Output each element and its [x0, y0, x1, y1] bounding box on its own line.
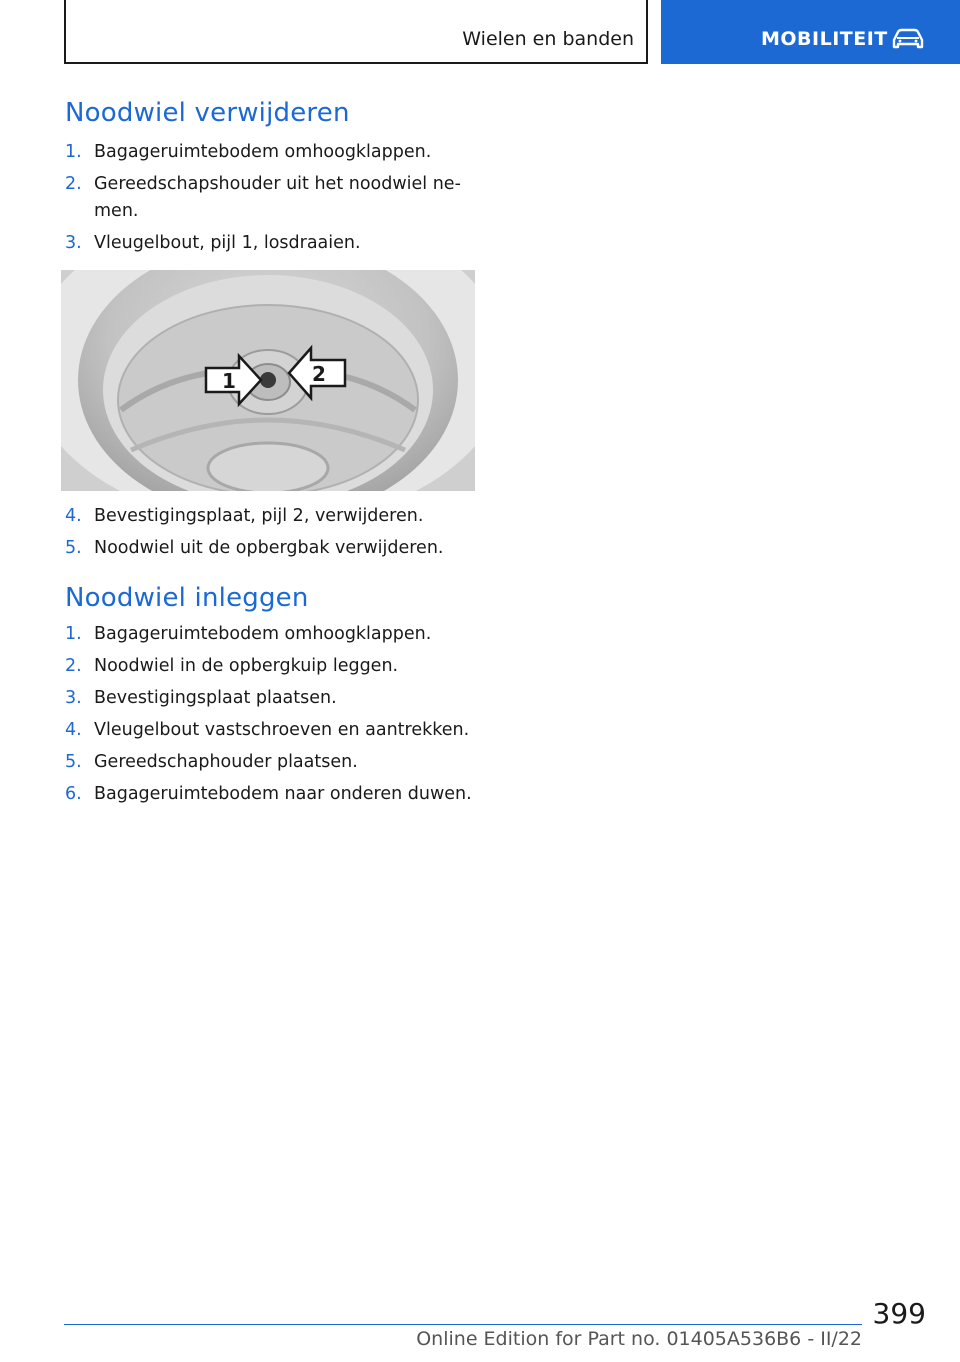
- list-item: [65, 230, 485, 257]
- list-item: [65, 621, 485, 648]
- step-number: 3.: [65, 233, 82, 253]
- step-number: 3.: [65, 688, 82, 708]
- page-number: 399: [872, 1297, 926, 1330]
- remove-steps-list-a: [65, 139, 485, 262]
- step-text: Bagageruimtebodem omhoogklappen.: [94, 142, 432, 162]
- header-section-box: [64, 0, 648, 64]
- footer-edition-text: Online Edition for Part no. 01405A536B6 - II/22: [416, 1328, 862, 1350]
- insert-steps-list: [65, 621, 485, 813]
- header-chapter-tab[interactable]: [661, 0, 960, 64]
- list-item: [65, 171, 485, 225]
- step-text: Bagageruimtebodem omhoogklappen.: [94, 624, 432, 644]
- list-item: [65, 653, 485, 680]
- step-number: 2.: [65, 174, 82, 194]
- step-text: Bevestigingsplaat plaatsen.: [94, 688, 337, 708]
- step-text: Noodwiel uit de opbergbak verwijderen.: [94, 538, 444, 558]
- list-item: [65, 685, 485, 712]
- list-item: [65, 781, 485, 808]
- list-item: [65, 139, 485, 166]
- header-section-title: Wielen en banden: [462, 28, 634, 50]
- step-text: Vleugelbout vastschroeven en aantrekken.: [94, 720, 470, 740]
- step-number: 1.: [65, 142, 82, 162]
- list-item: [65, 717, 485, 744]
- step-number: 2.: [65, 656, 82, 676]
- header-chapter-label: MOBILITEIT: [761, 28, 888, 50]
- spare-wheel-figure: [61, 270, 475, 491]
- step-text: Vleugelbout, pijl 1, losdraaien.: [94, 233, 361, 253]
- step-text: Gereedschaphouder plaatsen.: [94, 752, 358, 772]
- arrow-1-label: 1: [222, 369, 236, 393]
- list-item: [65, 749, 485, 776]
- list-item: [65, 503, 485, 530]
- section-title-insert: Noodwiel inleggen: [65, 583, 309, 613]
- step-text: Gereedschapshouder uit het noodwiel ne‐ men.: [94, 174, 461, 221]
- step-number: 6.: [65, 784, 82, 804]
- remove-steps-list-b: [65, 503, 485, 567]
- footer-divider: [64, 1324, 862, 1325]
- step-text: Noodwiel in de opbergkuip leggen.: [94, 656, 399, 676]
- step-number: 5.: [65, 752, 82, 772]
- list-item: [65, 535, 485, 562]
- step-number: 4.: [65, 720, 82, 740]
- car-icon: [891, 27, 925, 51]
- step-text: Bevestigingsplaat, pijl 2, verwijderen.: [94, 506, 424, 526]
- section-title-remove: Noodwiel verwijderen: [65, 98, 350, 128]
- step-number: 4.: [65, 506, 82, 526]
- step-number: 5.: [65, 538, 82, 558]
- arrow-2-label: 2: [312, 362, 326, 386]
- step-text: Bagageruimtebodem naar onderen duwen.: [94, 784, 472, 804]
- step-number: 1.: [65, 624, 82, 644]
